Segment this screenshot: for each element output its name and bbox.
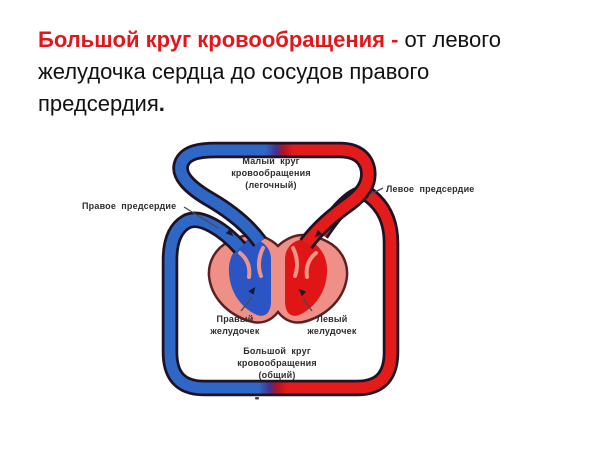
title-line-2: желудочка сердца до сосудов правого (38, 59, 430, 84)
title-line-3: предсердия. (38, 91, 165, 116)
label-right-atrium: Правое предсердие (82, 201, 177, 211)
label-right-ventricle: Правый желудочек (210, 314, 260, 336)
label-left-atrium: Левое предсердие (386, 184, 475, 194)
title-black-phrase: от левого (404, 27, 502, 52)
label-pulmonary-circle: Малый круг кровообращения (легочный) (231, 156, 311, 190)
title-red-phrase: Большой круг кровообращения - (38, 27, 405, 52)
label-left-ventricle: Левый желудочек (307, 314, 357, 336)
bottom-tick-mark (255, 397, 259, 400)
label-systemic-circle: Большой круг кровообращения (общий) (237, 346, 317, 380)
title-period: . (158, 91, 165, 116)
